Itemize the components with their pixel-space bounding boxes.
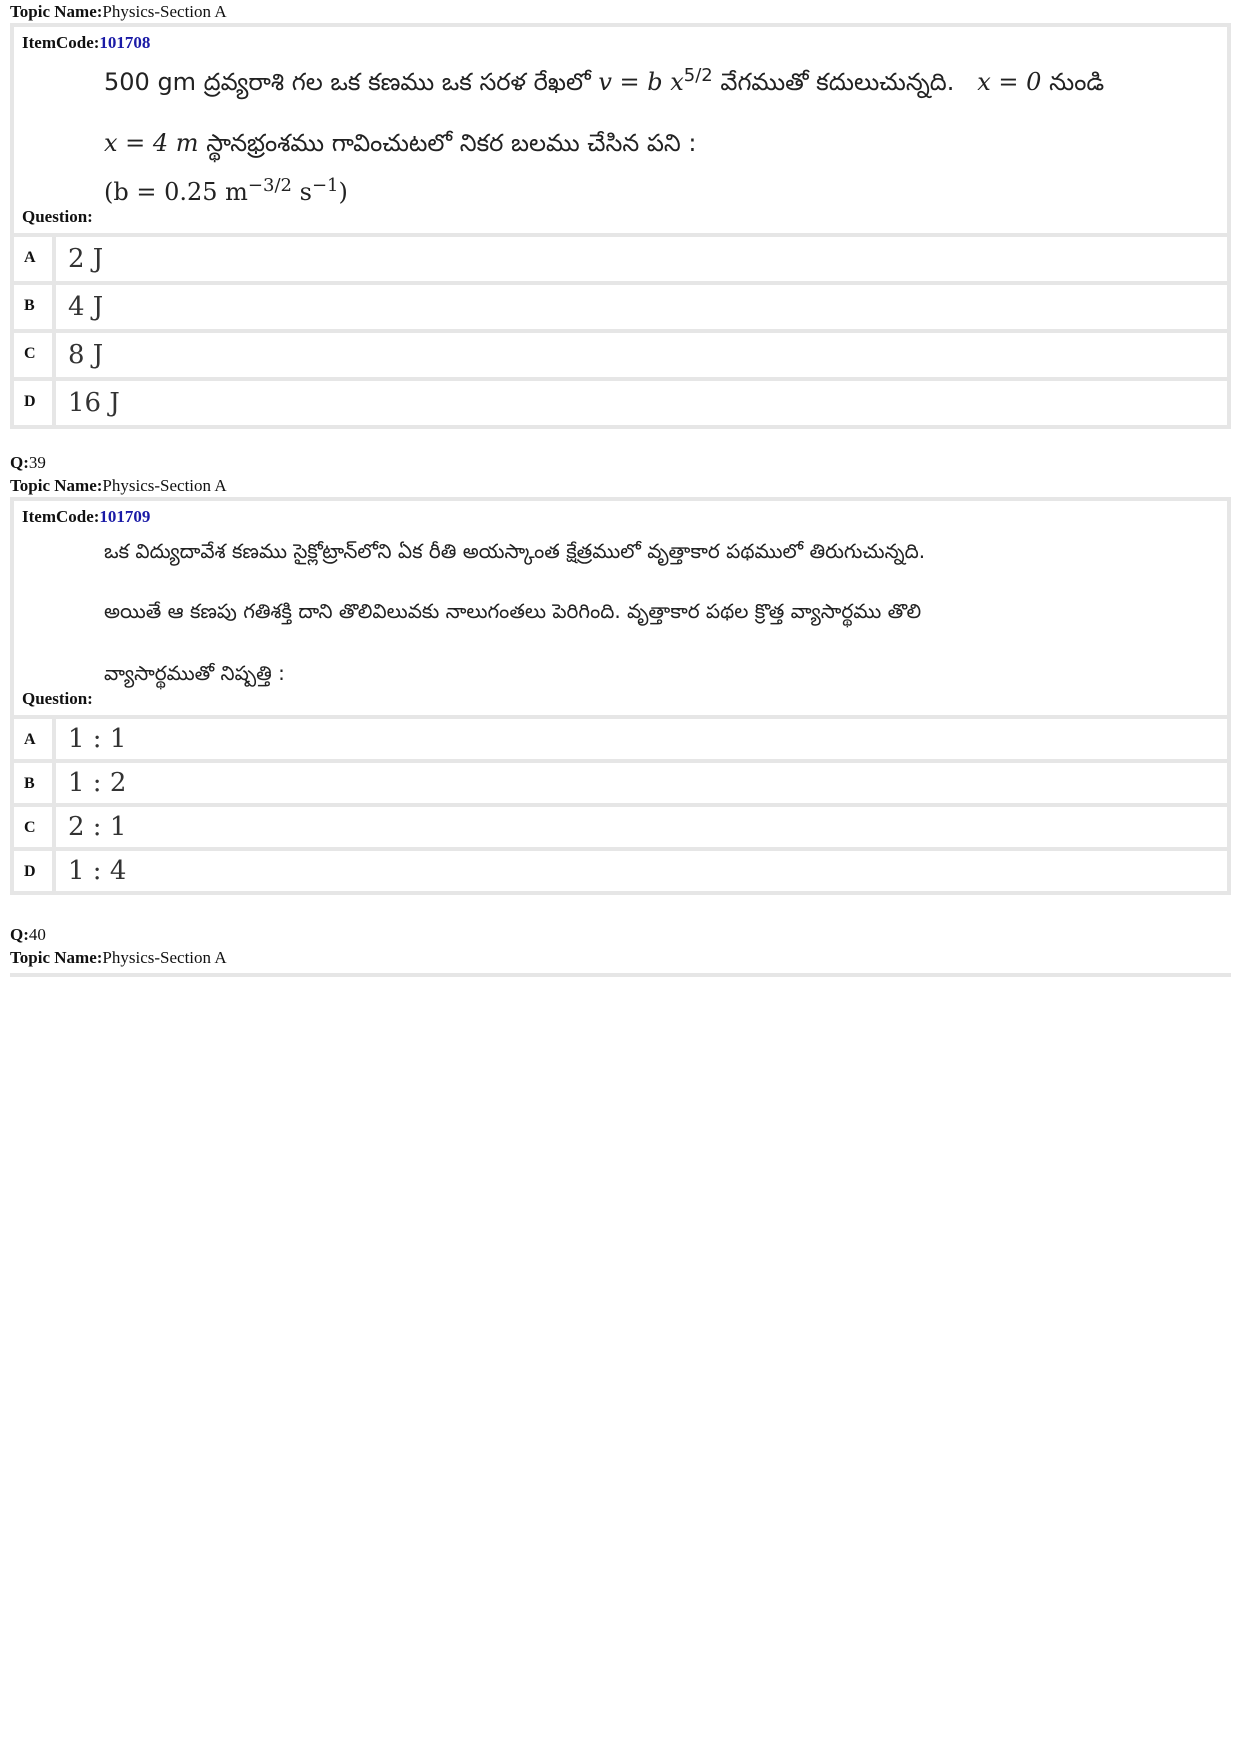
- question-line-3: [104, 175, 1217, 206]
- question-number-row: [10, 923, 1240, 946]
- question-text-part: వేగముతో కదులుచున్నది.: [712, 68, 978, 96]
- option-b[interactable]: [14, 285, 1227, 333]
- question-text: [104, 65, 1217, 206]
- velocity-exponent: 5/2: [683, 65, 713, 86]
- question-line-1: [104, 65, 1217, 105]
- question-number-row: [10, 451, 1240, 474]
- question-block-101708: [10, 23, 1231, 429]
- option-letter: C: [14, 807, 56, 847]
- option-letter: B: [14, 285, 56, 329]
- end-position: x = 4 m: [104, 129, 199, 157]
- option-b[interactable]: [14, 763, 1227, 807]
- topic-name-value: Physics-Section A: [102, 476, 227, 495]
- question-number: 39: [28, 453, 46, 472]
- constant-b-unit-exponent: −1: [311, 175, 339, 196]
- itemcode-row: [14, 27, 1227, 55]
- option-letter: D: [14, 851, 56, 891]
- itemcode-label: ItemCode:: [22, 33, 100, 52]
- option-d[interactable]: [14, 381, 1227, 425]
- topic-name-row: [10, 946, 1240, 969]
- option-a[interactable]: [14, 719, 1227, 763]
- question-block-101709: [10, 497, 1231, 895]
- topic-name-label: Topic Name:: [10, 2, 103, 21]
- option-value: 2 : 1: [68, 812, 127, 842]
- question-number: 40: [28, 925, 46, 944]
- question-text: [104, 539, 1217, 695]
- topic-name-label: Topic Name:: [10, 948, 103, 967]
- question-label: Question:: [22, 207, 93, 226]
- itemcode-value: 101709: [99, 507, 151, 526]
- question-number-label: Q:: [10, 453, 29, 472]
- question-text-part: నుండి: [1041, 68, 1105, 96]
- topic-name-value: Physics-Section A: [102, 948, 227, 967]
- constant-b-exponent: −3/2: [247, 175, 292, 196]
- question-line-3: వ్యాసార్థముతో నిష్పత్తి :: [104, 661, 285, 685]
- option-c[interactable]: [14, 807, 1227, 851]
- itemcode-row: [14, 501, 1227, 529]
- option-d[interactable]: [14, 851, 1227, 891]
- option-value: 16 J: [68, 388, 120, 418]
- question-line-2: అయితే ఆ కణపు గతిశక్తి దాని తొలివిలువకు నాలుగంతలు పెరిగింది. వృత్తాకార పథల క్రొత్త వ్యాసార్థము తొలి: [104, 599, 922, 623]
- velocity-equation: v = b x: [598, 68, 684, 96]
- question-line-1: ఒక విద్యుదావేశ కణము సైక్లోట్రాన్‌లోని ఏక రీతి అయస్కాంత క్షేత్రములో వృత్తాకార పథములో తిరుగుచున్నది.: [104, 539, 926, 563]
- option-value: 1 : 4: [68, 856, 127, 886]
- option-c[interactable]: [14, 333, 1227, 381]
- constant-b: (b = 0.25 m: [104, 178, 248, 206]
- option-letter: A: [14, 237, 56, 281]
- constant-b-unit: s: [291, 178, 312, 206]
- topic-name-row: [10, 474, 1240, 497]
- option-value: 8 J: [68, 340, 104, 370]
- question-label: Question:: [22, 689, 93, 708]
- topic-name-label: Topic Name:: [10, 476, 103, 495]
- option-value: 1 : 2: [68, 768, 127, 798]
- constant-b-close: ): [338, 178, 348, 206]
- question-text-part: స్థానభ్రంశము గావించుటలో నికర బలము చేసిన పని :: [198, 129, 697, 157]
- option-letter: D: [14, 381, 56, 425]
- question-text-part: 500 gm ద్రవ్యరాశి గల ఒక కణము ఒక సరళ రేఖలో: [104, 68, 599, 96]
- itemcode-value: 101708: [99, 33, 151, 52]
- itemcode-label: ItemCode:: [22, 507, 100, 526]
- question-line-2: [104, 129, 1217, 165]
- start-position: x = 0: [977, 68, 1042, 96]
- option-letter: C: [14, 333, 56, 377]
- topic-name-row: [10, 0, 1240, 23]
- section-divider: [10, 973, 1231, 977]
- topic-name-value: Physics-Section A: [102, 2, 227, 21]
- option-value: 2 J: [68, 244, 104, 274]
- question-row: [14, 501, 1227, 719]
- question-number-label: Q:: [10, 925, 29, 944]
- option-value: 4 J: [68, 292, 104, 322]
- question-row: [14, 27, 1227, 237]
- option-letter: B: [14, 763, 56, 803]
- option-a[interactable]: [14, 237, 1227, 285]
- option-letter: A: [14, 719, 56, 759]
- option-value: 1 : 1: [68, 724, 127, 754]
